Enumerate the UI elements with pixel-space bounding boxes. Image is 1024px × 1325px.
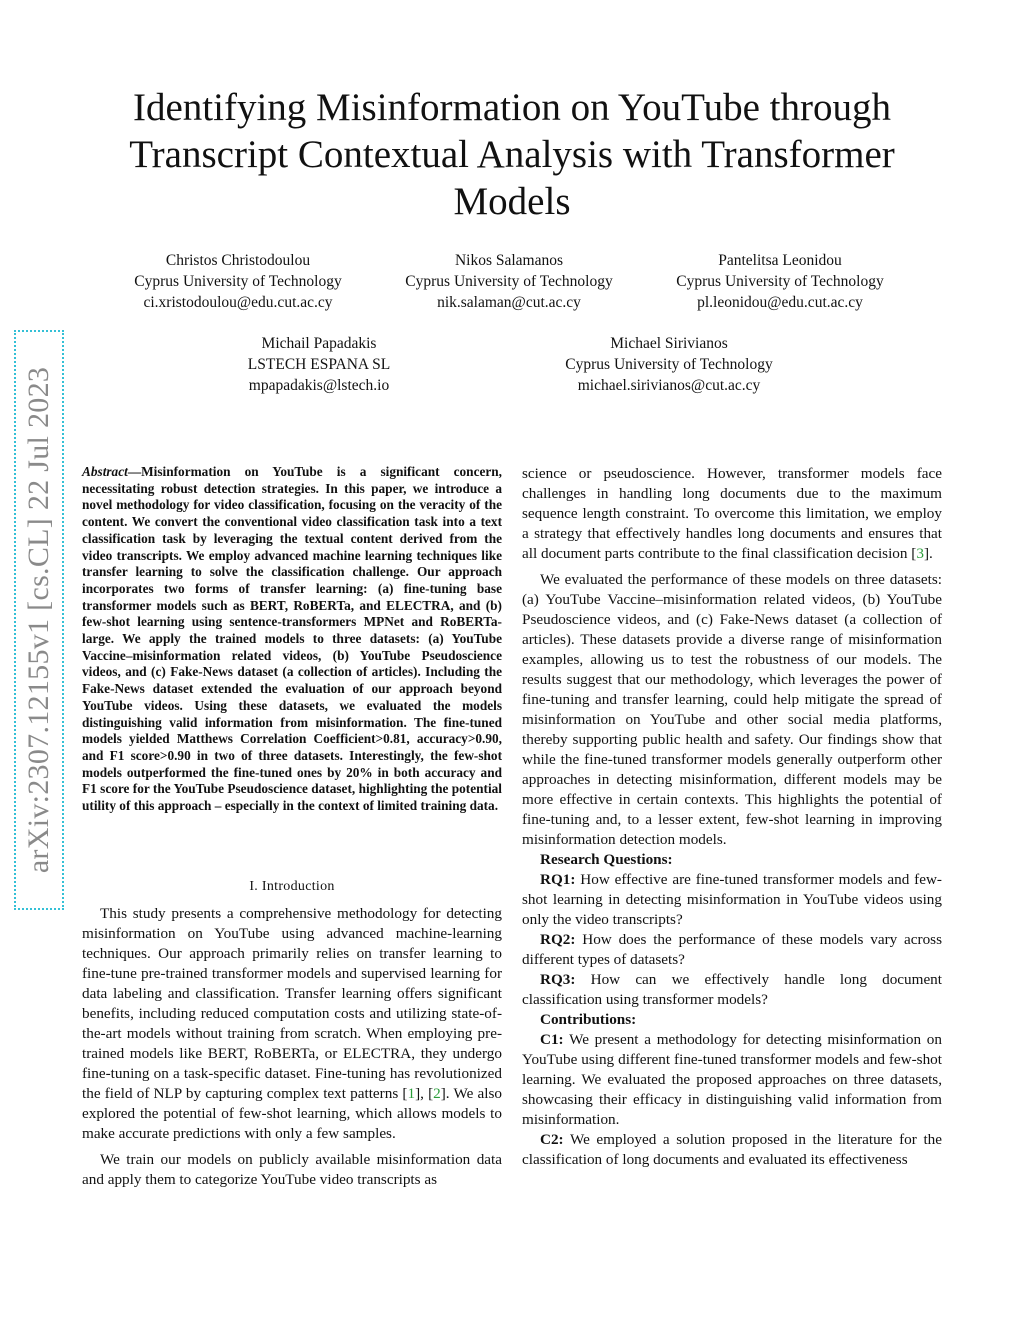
paper-title — [90, 84, 934, 225]
research-question-item — [522, 870, 942, 930]
right-paragraph-1 — [522, 464, 942, 564]
author-block-1 — [98, 250, 378, 313]
title-line-3: Models — [453, 180, 571, 223]
contribution-item — [522, 1030, 942, 1130]
text-span: This study presents a comprehensive methodology for detecting misinformation on YouTube using advanced machine-learning techniques. Our approach primarily relies on transfer learning to fine-tune pre-trained transformer models and supervised learning for data labeling and classification. Transfer learning offers significant benefits, including reduced computation costs and utilizing state-of-the-art models without training from scratch. When employing pre-trained models like BERT, RoBERTa, or ELECTRA, they undergo fine-tuning on a task-specific dataset. Fine-tuning has revolutionized the field of NLP by capturing complex text patterns [ — [82, 905, 502, 1102]
right-column — [522, 464, 942, 1170]
author-affiliation: Cyprus University of Technology — [405, 273, 613, 290]
intro-paragraph-1 — [82, 904, 502, 1144]
rq-text: How does the performance of these models vary across different types of datasets? — [522, 931, 942, 968]
author-affiliation: Cyprus University of Technology — [676, 273, 884, 290]
author-affiliation: Cyprus University of Technology — [565, 356, 773, 373]
text-span: ]. We also explored the potential of few-shot learning, which allows models to make accurate predictions with only a few samples. — [82, 1085, 502, 1142]
author-name: Michail Papadakis — [261, 335, 377, 352]
author-block-2 — [369, 250, 649, 313]
right-paragraph-2: We evaluated the performance of these models on three datasets: (a) YouTube Vaccine–misinformation related videos, (b) YouTube Pseudoscience videos, and (c) Fake-News dataset (a collection of articles). These datasets provide a diverse range of misinformation examples, allowing us to test the robustness of our models. The results suggest that our methodology, which leverages the power of fine-tuning and transfer learning, could help mitigate the spread of misinformation on YouTube and other social media platforms, thereby supporting public health and safety. Our findings show that while the fine-tuned transformer models generally outperform other approaches in detecting misinformation, different models may be more effective in certain contexts. This highlights the potential of fine-tuning and, to a lesser extent, few-shot learning in improving misinformation detection models. — [522, 571, 942, 848]
rq-text: How effective are fine-tuned transformer models and few-shot learning in detecting misinformation in YouTube videos using only the video transcripts? — [522, 871, 942, 928]
contribution-item — [522, 1130, 942, 1170]
contrib-text: We employed a solution proposed in the literature for the classification of long documents and evaluated its effectiveness — [522, 1131, 942, 1168]
research-questions-heading: Research Questions: — [540, 851, 673, 868]
rq-label: RQ3: — [540, 971, 576, 988]
contributions-heading: Contributions: — [540, 1011, 637, 1028]
research-question-item — [522, 930, 942, 970]
arxiv-identifier: arXiv:2307.12155v1 [cs.CL] 22 Jul 2023 — [22, 366, 55, 874]
author-name: Christos Christodoulou — [165, 252, 311, 269]
citation-link[interactable]: 2 — [433, 1085, 441, 1102]
author-block-5 — [529, 333, 809, 396]
rq-text: How can we effectively handle long document classification using transformer models? — [522, 971, 942, 1008]
abstract-text: —Misinformation on YouTube is a significant concern, necessitating robust detection strategies. In this paper, we introduce a novel methodology for video classification, focusing on the veracity of the content. We convert the conventional video classification task into a text classification task by leveraging the textual content derived from the video transcripts. We employ advanced machine learning techniques like transfer learning to solve the classification challenge. Our approach incorporates two forms of transfer learning: (a) fine-tuning base transformer models such as BERT, RoBERTa, and ELECTRA, and (b) few-shot learning using sentence-transformers MPNet and RoBERTa-large. We apply the trained models to three datasets: (a) YouTube Vaccine–misinformation related videos, (b) YouTube Pseudoscience videos, and (c) Fake-News dataset (a collection of articles). Including the Fake-News dataset extended the evaluation of our approach beyond YouTube videos. Using these datasets, we evaluated the models distinguishing valid information from misinformation. The fine-tuned models yielded Matthews Correlation Coefficient>0.81, accuracy>0.90, and F1 score>0.90 in two of three datasets. Interestingly, the few-shot models outperformed the fine-tuned ones by 20% in both accuracy and F1 score for the YouTube Pseudoscience dataset, highlighting the potential utility of this approach – especially in the context of limited training data. — [82, 464, 502, 814]
author-affiliation: LSTECH ESPANA SL — [247, 356, 391, 373]
text-span: ]. — [923, 545, 933, 562]
author-affiliation: Cyprus University of Technology — [134, 273, 342, 290]
rq-label: RQ2: — [540, 931, 576, 948]
intro-paragraph-2: We train our models on publicly available misinformation data and apply them to categorize YouTube video transcripts as — [82, 1151, 502, 1188]
contrib-label: C1: — [540, 1031, 564, 1048]
author-name: Michael Sirivianos — [610, 335, 728, 352]
text-span: ], [ — [415, 1085, 434, 1102]
author-email: michael.sirivianos@cut.ac.cy — [577, 377, 761, 394]
author-email: mpapadakis@lstech.io — [248, 377, 390, 394]
abstract — [82, 464, 502, 815]
rq-label: RQ1: — [540, 871, 576, 888]
title-line-2: Transcript Contextual Analysis with Transformer — [129, 133, 895, 176]
author-block-3 — [640, 250, 920, 313]
abstract-lead: Abstract — [82, 464, 128, 479]
contrib-label: C2: — [540, 1131, 564, 1148]
citation-link[interactable]: 3 — [916, 545, 924, 562]
author-email: ci.xristodoulou@edu.cut.ac.cy — [143, 294, 333, 311]
author-name: Pantelitsa Leonidou — [718, 252, 842, 269]
author-email: pl.leonidou@edu.cut.ac.cy — [697, 294, 863, 311]
left-column — [82, 904, 502, 1190]
author-name: Nikos Salamanos — [454, 252, 564, 269]
citation-link[interactable]: 1 — [407, 1085, 416, 1102]
research-question-item — [522, 970, 942, 1010]
section-heading-introduction: I. Introduction — [249, 879, 335, 894]
author-block-4 — [179, 333, 459, 396]
title-line-1: Identifying Misinformation on YouTube through — [132, 86, 891, 129]
text-span: science or pseudoscience. However, transformer models face challenges in handling long documents due to the maximum sequence length constraint. To overcome this limitation, we employ a strategy that effectively handles long documents and ensures that all document parts contribute to the final classification decision [ — [522, 465, 942, 562]
contrib-text: We present a methodology for detecting misinformation on YouTube using different fine-tuned transformer models and few-shot learning. We evaluated the proposed approaches on three datasets, showcasing their efficacy in distinguishing valid information from misinformation. — [522, 1031, 942, 1128]
author-email: nik.salaman@cut.ac.cy — [437, 294, 581, 311]
